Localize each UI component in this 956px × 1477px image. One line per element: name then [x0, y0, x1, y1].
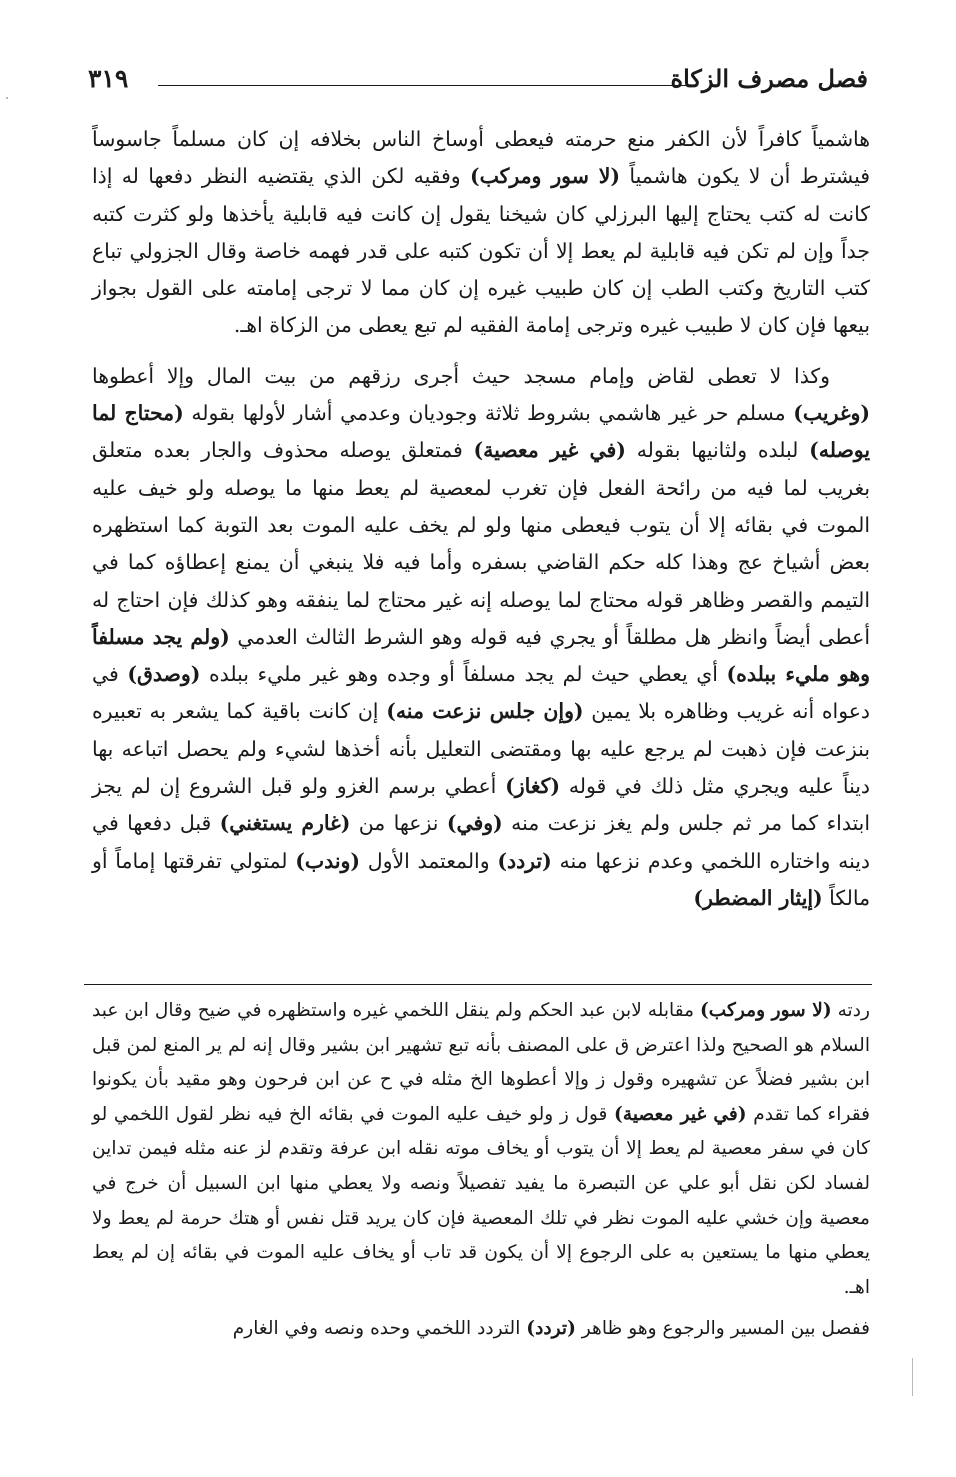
text-run: قبل دفعها في دينه واختاره اللخمي وعدم نزعها منه [92, 811, 870, 873]
running-header [88, 62, 868, 98]
matn-highlight: (وغريب) [793, 401, 870, 426]
footnote-separator [84, 984, 872, 985]
text-run: أعطي برسم الغزو ولو قبل الشروع إن لم يجز ابتداء كما مر ثم جلس ولم يغز نزعت منه [92, 774, 871, 836]
text-run: ففصل بين المسير والرجوع وهو ظاهر [575, 1318, 870, 1340]
note-2 [92, 1312, 870, 1347]
text-run: والمعتمد الأول [360, 848, 498, 873]
main-text [92, 121, 870, 917]
matn-highlight: (تردد) [526, 1318, 576, 1340]
matn-highlight: (غارم يستغني) [219, 811, 351, 836]
text-run: في دعواه أنه غريب وظاهره بلا يمين [92, 662, 870, 724]
paragraph-1 [92, 121, 870, 345]
text-run: نزعها من [350, 811, 447, 836]
page-number: ٣١٩ [88, 64, 129, 93]
text-run: لبلده ولثانيها بقوله [625, 438, 810, 463]
text-run: التردد اللخمي وحده ونصه وفي الغارم [232, 1318, 527, 1340]
matn-highlight: (لا سور ومركب) [700, 1000, 832, 1021]
commentary-notes [92, 994, 870, 1347]
paragraph-2 [92, 358, 870, 917]
text-run: هاشمياً كافراً لأن الكفر منع حرمته فيعطى أوساخ الناس بخلافه إن كان مسلماً جاسوساً فيشترط أن لا يكون هاشمياً [92, 127, 870, 189]
matn-highlight: (وصدق) [127, 662, 201, 687]
chapter-title: فصل مصرف الزكاة [670, 64, 868, 93]
text-run: وفقيه لكن الذي يقتضيه النظر دفعها له إذا كانت له كتب يحتاج إليها البرزلي كان شيخنا يقول إن كانت فيه قابلية يأخذها ولو كثرت كتبه جداً وإن لم تكن فيه قابلية لم يعط إلا أن تكون كتبه على قدر فهمه خاصة وقال الجزولي تباع كتب التاريخ وكتب الطب إن كان طبيب غيره إن كان مما لا ترجى إمامته على القول بجواز بيعها فإن كان لا طبيب غيره وترجى إمامة الفقيه لم تبع يعطى من الزكاة اهـ. [92, 164, 870, 338]
matn-highlight: (وإن جلس نزعت منه) [386, 699, 584, 724]
matn-highlight: (محتاج لما يوصله) [92, 401, 870, 463]
text-run: ردته [831, 1000, 870, 1021]
text-run: مسلم حر غير هاشمي بشروط ثلاثة وجوديان وعدمي أشار لأولها بقوله [183, 401, 794, 426]
matn-highlight: (في غير معصية) [473, 438, 626, 463]
text-run: لمتولي تفرقتها إماماً أو مالكاً [92, 848, 870, 910]
matn-highlight: (في غير معصية) [614, 1103, 747, 1125]
scan-edge-mark [912, 1358, 913, 1396]
matn-highlight: (إيثار المضطر) [693, 885, 823, 910]
matn-highlight: (لا سور ومركب) [469, 164, 621, 189]
matn-highlight: (وفي) [446, 811, 503, 836]
text-run: مقابله لابن عبد الحكم ولم ينقل اللخمي غيره واستظهره في ضيح وقال ابن عبد السلام هو الصحيح ولذا اعترض ق على المصنف بأنه تبع تشهير ابن بشير وقال إنه لم ير المنع لمن قبل ابن بشير فضلاً عن تشهيره وقول ز وإلا أعطوها الخ مثله في ح عن ابن فرحون وهو مقيد بأن يكونوا فقراء كما تقدم [92, 1000, 870, 1125]
matn-highlight: (كغاز) [505, 774, 561, 799]
text-run: فمتعلق يوصله محذوف والجار بعده متعلق بغريب لما فيه من رائحة الفعل فإن تغرب لمعصية لم يعط منها ما يوصله ولو خيف عليه الموت في بقائه إلا أن يتوب فيعطى منها ولو لم يخف عليه الموت بعد التوبة كما استظهره بعض أشياخ عج وهذا كله حكم القاضي بسفره وأما فيه فلا ينبغي أن يمنع إعطاؤه كما في التيمم والقصر وظاهر قوله محتاج لما يوصله إنه غير محتاج لما ينفقه وهو كذلك فإن احتاج له أعطى أيضاً وانظر هل مطلقاً أو يجري فيه قوله وهو الشرط الثالث العدمي [92, 438, 870, 649]
scan-speck [6, 97, 8, 99]
text-run: أي يعطي حيث لم يجد مسلفاً أو وجده وهو غير مليء ببلده [200, 662, 727, 687]
matn-highlight: (وندب) [295, 848, 360, 873]
header-rule [158, 85, 686, 86]
text-run: قول ز ولو خيف عليه الموت في بقائه الخ فيه نظر لقول اللخمي لو كان في سفر معصية لم يعط إلا أن يتوب أو يخاف موته نقله ابن عرفة وتقدم لز عنه مثله فيمن تداين لفساد لكن نقل أبو علي عن التبصرة ما يفيد تفصيلاً ونصه ولا يعطي منها ابن السبيل أن خرج في معصية وإن خشي عليه الموت نظر في تلك المعصية فإن كان يريد قتل نفس أو هتك حرمة لم يعط ولا يعطي منها ما يستعين به على الرجوع إلا أن يكون قد تاب أو يخاف عليه الموت في بقائه إن لم يعط اهـ. [92, 1103, 870, 1298]
text-run: وكذا لا تعطى لقاض وإمام مسجد حيث أجرى رزقهم من بيت المال وإلا أعطوها [92, 363, 830, 388]
matn-highlight: (ولم يجد مسلفاً وهو مليء ببلده) [92, 624, 871, 687]
text-run: إن كانت باقية كما يشعر به تعبيره بنزعت فإن ذهبت لم يرجع عليه بها ومقتضى التعليل بأنه أخذها لشيء ولم يحصل اتباعه بها ديناً عليه ويجري مثل ذلك في قوله [92, 699, 870, 799]
note-1 [92, 994, 870, 1305]
matn-highlight: (تردد) [497, 848, 552, 873]
